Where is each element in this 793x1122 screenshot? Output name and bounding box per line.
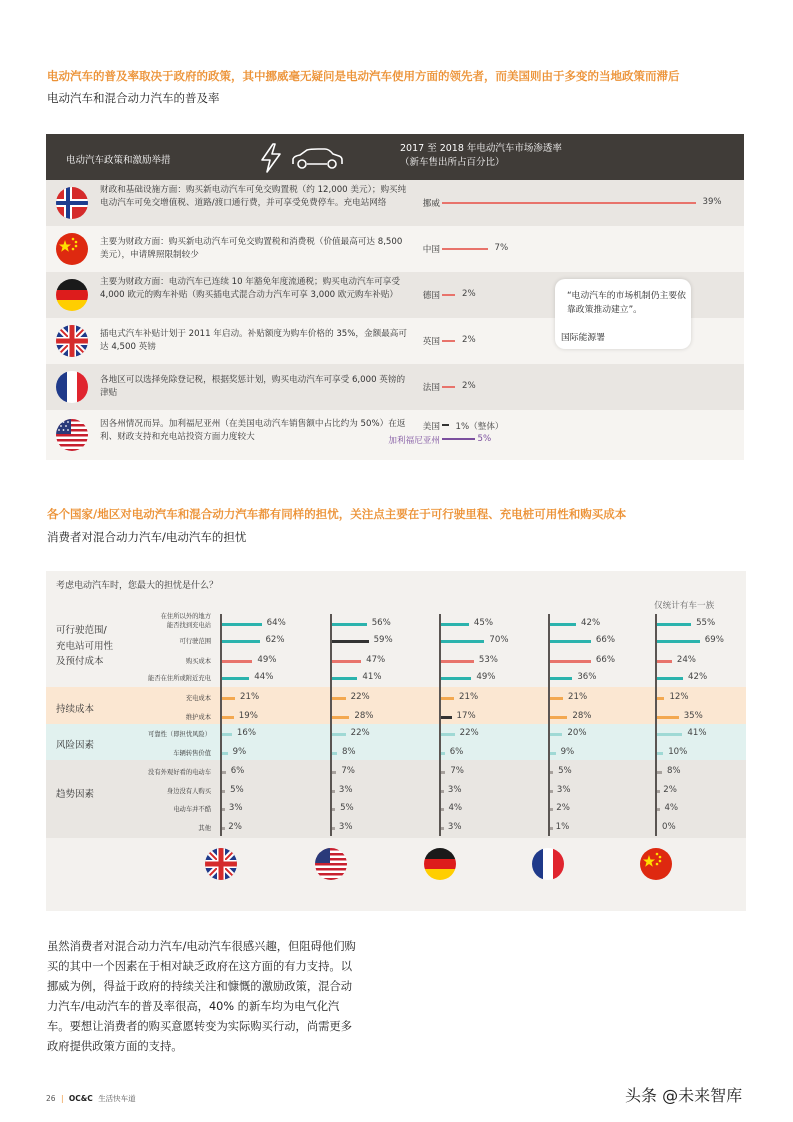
concern-label: 车辆转售价值	[173, 750, 211, 757]
chart-bar	[550, 808, 553, 811]
concern-label: 在住所以外的地方 能否找到充电站	[160, 613, 211, 629]
chart-bar	[550, 752, 556, 755]
chart-axis	[439, 614, 441, 836]
chart-value-label: 22%	[459, 728, 479, 738]
penetration-value: 7%	[494, 243, 509, 253]
chart-bar	[332, 771, 336, 774]
chart-value-label: 2%	[228, 822, 242, 832]
germany-flag-icon	[56, 279, 88, 311]
chart-bar	[657, 733, 682, 736]
band-ongoing-cost	[46, 687, 746, 724]
uk-flag-icon	[56, 325, 88, 357]
penetration-value: 1%（整体）	[455, 422, 504, 432]
uk-flag-icon	[205, 848, 237, 880]
chart-value-label: 9%	[560, 747, 575, 757]
chart-bar	[332, 733, 346, 736]
chart-value-label: 56%	[371, 618, 391, 628]
chart-value-label: 66%	[595, 635, 616, 645]
country-label: 英国	[422, 337, 440, 347]
section1-subtitle: 电动汽车和混合动力汽车的普及率	[47, 91, 220, 105]
chart-bar	[222, 790, 225, 793]
chart-bar	[441, 827, 444, 830]
chart-value-label: 49%	[257, 655, 277, 665]
chart-bar	[550, 677, 572, 680]
chart-value-label: 53%	[478, 655, 498, 665]
concern-label: 维护成本	[185, 714, 211, 721]
penetration-bar	[442, 340, 455, 342]
country-label: 美国	[422, 422, 440, 432]
section2-subtitle: 消费者对混合动力汽车/电动汽车的担忧	[47, 530, 247, 544]
chart-bar	[332, 677, 357, 680]
china-flag-icon	[56, 233, 88, 265]
penetration-bar	[442, 248, 488, 250]
policy-text: 主要为财政方面：购买新电动汽车可免交购置税和消费税（价值最高可达 8,500 美元），申请牌照限制较少	[100, 237, 403, 260]
category-label-range: 可行驶范围/ 充电站可用性 及预付成本	[56, 625, 114, 667]
chart-bar	[657, 677, 683, 680]
penetration-value: 2%	[462, 289, 476, 299]
concerns-chart	[46, 571, 746, 911]
policy-header-penetration: 2017 至 2018 年电动汽车市场渗透率 （新车售出所占百分比）	[400, 143, 562, 168]
chart-bar	[441, 771, 445, 774]
penetration-value: 2%	[462, 381, 476, 391]
chart-bar	[550, 697, 563, 700]
chart-value-label: 17%	[456, 711, 476, 721]
policy-text: 主要为财政方面：电动汽车已连续 10 年豁免年度流通税；购买电动汽车可享受 4,000 欧元的购车补贴（购买插电式混合动力汽车可享 3,000 欧元购车补贴）	[100, 277, 400, 300]
chart-value-label: 16%	[236, 728, 257, 738]
chart-bar	[222, 660, 252, 663]
chart-value-label: 5%	[340, 803, 354, 813]
lightning-icon	[258, 143, 284, 173]
chart-value-label: 3%	[447, 822, 462, 832]
chart-value-label: 55%	[696, 618, 716, 628]
chart-bar	[550, 640, 591, 643]
france-flag-icon	[56, 371, 88, 403]
concern-label: 购买成本	[185, 658, 211, 665]
chart-bar	[550, 623, 576, 626]
china-flag-icon	[640, 848, 672, 880]
penetration-value: 39%	[702, 197, 722, 207]
chart-value-label: 6%	[230, 766, 245, 776]
chart-value-label: 28%	[572, 711, 592, 721]
chart-bar	[550, 716, 567, 719]
chart-value-label: 35%	[683, 711, 703, 721]
section1-headline: 电动汽车的普及率取决于政府的政策，其中挪威毫无疑问是电动汽车使用方面的领先者，而美国则由于多变的当地政策而滞后	[47, 69, 680, 83]
country-label: 中国	[422, 245, 440, 255]
country-label: 挪威	[422, 199, 440, 209]
concern-label: 没有外观好看的电动车	[148, 769, 211, 776]
chart-bar	[550, 771, 553, 774]
chart-bar	[222, 808, 225, 811]
chart-value-label: 19%	[238, 711, 258, 721]
chart-bar	[657, 771, 662, 774]
penetration-bar	[442, 294, 455, 296]
chart-bar	[222, 640, 260, 643]
chart-value-label: 6%	[449, 747, 464, 757]
chart-bar	[441, 733, 455, 736]
chart-bar	[550, 733, 562, 736]
sub-country-label: 加利福尼亚州	[388, 436, 440, 446]
chart-bar	[441, 697, 454, 700]
concern-label: 电动车并不酷	[173, 806, 211, 813]
policy-text: 各地区可以选择免除登记税，根据奖惩计划，购买电动汽车可享受 6,000 英镑的津贴	[100, 375, 406, 398]
chart-value-label: 21%	[240, 692, 260, 702]
concern-label: 身边没有人购买	[166, 788, 211, 795]
policy-row-france	[46, 364, 744, 410]
chart-value-label: 36%	[577, 672, 597, 682]
chart-value-label: 28%	[354, 711, 374, 721]
chart-value-label: 7%	[341, 766, 355, 776]
penetration-bar	[442, 202, 696, 204]
chart-value-label: 3%	[447, 785, 462, 795]
body-paragraph: 虽然消费者对混合动力汽车/电动汽车很感兴趣，但阻碍他们购买的其中一个因素在于相对缺乏政府在这方面的有力支持。以挪威为例，得益于政府的持续关注和慷慨的激励政策，混合动力汽车/电动汽车的普及率很高，40% 的新车均为电气化汽车。要想让消费者的购买意愿转变为实际购买行动，尚需更多政府提供政策方面的支持。	[47, 940, 356, 1053]
chart-note: 仅统计有车一族	[654, 601, 715, 611]
chart-value-label: 5%	[230, 785, 244, 795]
chart-bar	[332, 827, 335, 830]
chart-bar	[657, 752, 663, 755]
chart-value-label: 8%	[341, 747, 356, 757]
chart-value-label: 22%	[350, 692, 370, 702]
chart-bar	[441, 640, 484, 643]
chart-value-label: 66%	[595, 655, 616, 665]
country-label: 法国	[422, 383, 440, 393]
chart-bar	[441, 752, 445, 755]
chart-bar	[657, 697, 664, 700]
chart-bar	[222, 771, 226, 774]
watermark: 头条 @未来智库	[625, 1086, 743, 1105]
chart-axis	[220, 614, 222, 836]
penetration-bar-sub	[442, 438, 475, 440]
concern-label: 能否在住所或附近充电	[148, 675, 211, 682]
chart-bar	[332, 790, 335, 793]
concern-label: 其他	[198, 825, 211, 832]
norway-flag-icon	[56, 187, 88, 219]
chart-bar	[332, 752, 337, 755]
quote-source: 国际能源署	[561, 333, 605, 343]
chart-bar	[550, 827, 553, 830]
category-label-ongoing-cost: 持续成本	[56, 704, 95, 715]
quote-text: “电动汽车的市场机制仍主要依靠政策推动建立”。	[567, 291, 686, 315]
penetration-value-sub: 5%	[477, 434, 492, 444]
chart-bar	[332, 716, 349, 719]
chart-value-label: 20%	[567, 728, 587, 738]
chart-value-label: 1%	[555, 822, 570, 832]
page-number: 26	[46, 1094, 56, 1103]
chart-bar	[550, 790, 553, 793]
footer-divider: |	[60, 1094, 64, 1103]
policy-text: 因各州情况而异。加利福尼亚州（在美国电动汽车销售额中占比约为 50%）在返利、财政支持和充电站投资方面力度较大	[100, 419, 406, 442]
concern-label: 可行驶范围	[179, 638, 211, 645]
chart-value-label: 49%	[476, 672, 496, 682]
chart-bar	[657, 790, 660, 793]
chart-bar	[657, 660, 672, 663]
chart-value-label: 62%	[265, 635, 285, 645]
chart-axis	[330, 614, 332, 836]
chart-bar	[441, 660, 474, 663]
chart-value-label: 44%	[254, 672, 274, 682]
chart-value-label: 12%	[669, 692, 689, 702]
concern-label: 可靠性（即担忧风险）	[148, 731, 211, 738]
chart-bar	[222, 827, 225, 830]
chart-bar	[550, 660, 591, 663]
policy-row-china	[46, 226, 744, 272]
policy-text: 财政和基础设施方面：购买新电动汽车可免交购置税（约 12,000 美元）；购买纯电动汽车可免交增值税、道路/渡口通行费，并可享受免费停车。充电站网络	[100, 185, 407, 208]
chart-bar	[332, 660, 361, 663]
chart-value-label: 21%	[568, 692, 588, 702]
chart-value-label: 9%	[232, 747, 247, 757]
section2-headline: 各个国家/地区对电动汽车和混合动力汽车都有同样的担忧，关注点主要在于可行驶里程、充电桩可用性和购买成本	[47, 507, 627, 521]
chart-bar	[657, 623, 691, 626]
chart-bar	[657, 716, 679, 719]
chart-value-label: 64%	[266, 618, 286, 628]
chart-value-label: 3%	[556, 785, 571, 795]
chart-value-label: 69%	[704, 635, 724, 645]
chart-value-label: 42%	[581, 618, 601, 628]
chart-value-label: 2%	[556, 803, 570, 813]
category-label-risk: 风险因素	[56, 740, 95, 751]
chart-bar	[441, 677, 471, 680]
chart-bar	[332, 697, 346, 700]
chart-bar	[222, 733, 232, 736]
chart-bar	[222, 677, 249, 680]
footer-title: 生活快车道	[98, 1094, 136, 1103]
chart-bar	[441, 716, 452, 719]
chart-value-label: 3%	[228, 803, 243, 813]
concern-label: 充电成本	[185, 695, 211, 702]
usa-flag-icon	[56, 419, 88, 451]
chart-value-label: 7%	[450, 766, 464, 776]
chart-bar	[657, 640, 700, 643]
chart-value-label: 24%	[676, 655, 696, 665]
france-flag-icon	[532, 848, 564, 880]
chart-value-label: 59%	[373, 635, 393, 645]
chart-bar	[441, 808, 444, 811]
chart-bar	[332, 808, 335, 811]
policy-row-usa	[46, 410, 744, 460]
chart-bar	[441, 623, 469, 626]
chart-value-label: 45%	[473, 618, 493, 628]
chart-value-label: 4%	[448, 803, 463, 813]
germany-flag-icon	[424, 848, 456, 880]
chart-value-label: 2%	[663, 785, 677, 795]
car-icon	[290, 147, 344, 171]
chart-bar	[222, 697, 235, 700]
penetration-value: 2%	[462, 335, 476, 345]
chart-bar	[657, 808, 660, 811]
chart-axis	[548, 614, 550, 836]
chart-bar	[222, 752, 228, 755]
chart-value-label: 47%	[366, 655, 386, 665]
chart-value-label: 41%	[362, 672, 382, 682]
policy-text: 插电式汽车补贴计划于 2011 年启动。补贴额度为购车价格的 35%，金额最高可达 4,500 英镑	[100, 329, 407, 352]
policy-header-label: 电动汽车政策和激励举措	[66, 155, 171, 166]
chart-value-label: 21%	[459, 692, 479, 702]
chart-value-label: 42%	[688, 672, 708, 682]
chart-value-label: 70%	[489, 635, 509, 645]
chart-value-label: 8%	[666, 766, 681, 776]
policy-table-header	[46, 134, 744, 180]
chart-bar	[441, 790, 444, 793]
chart-bar	[222, 623, 262, 626]
chart-value-label: 5%	[558, 766, 572, 776]
policy-row-norway	[46, 180, 744, 226]
quote-bubble	[555, 279, 691, 349]
chart-value-label: 41%	[687, 728, 707, 738]
penetration-bar	[442, 386, 455, 388]
chart-value-label: 22%	[350, 728, 370, 738]
chart-question: 考虑电动汽车时，您最大的担忧是什么？	[56, 581, 219, 591]
chart-axis	[655, 614, 657, 836]
footer-brand: OC&C	[68, 1094, 93, 1103]
chart-value-label: 0%	[662, 822, 676, 832]
chart-bar	[332, 640, 369, 643]
chart-value-label: 3%	[338, 822, 353, 832]
chart-bar	[332, 623, 367, 626]
chart-value-label: 4%	[664, 803, 679, 813]
chart-bar	[222, 716, 234, 719]
category-label-trend: 趋势因素	[56, 789, 95, 800]
chart-value-label: 3%	[338, 785, 353, 795]
country-label: 德国	[422, 291, 440, 301]
chart-value-label: 10%	[668, 747, 688, 757]
footer	[46, 1093, 136, 1104]
usa-flag-icon	[315, 848, 347, 880]
penetration-bar	[442, 424, 449, 426]
